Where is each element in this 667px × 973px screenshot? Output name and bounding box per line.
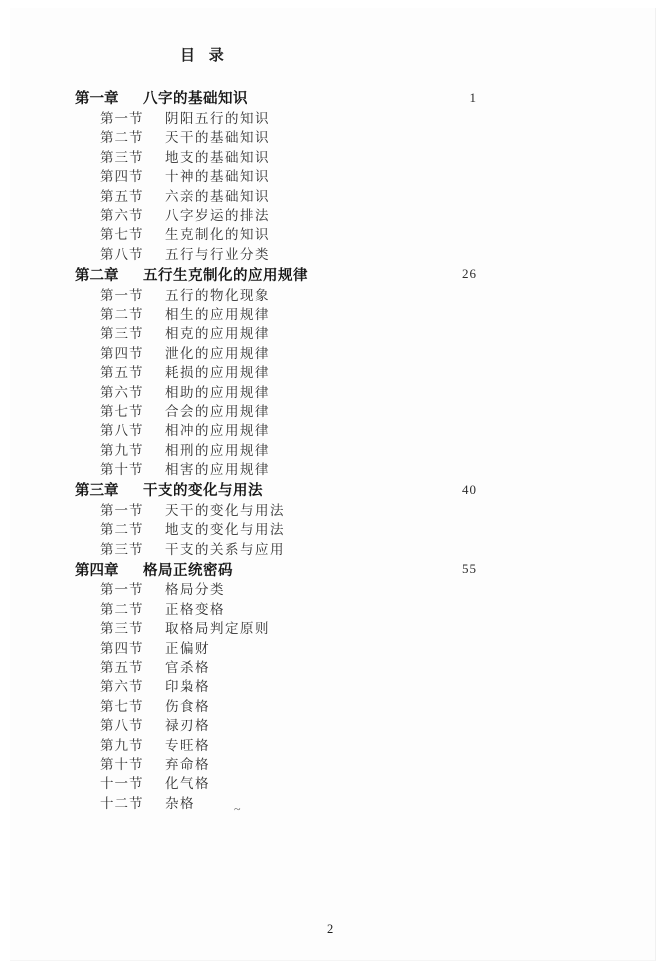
toc-section-row <box>100 284 477 303</box>
toc-section-row <box>100 695 477 714</box>
toc-section-row <box>100 361 477 380</box>
section-label: 第三节 <box>100 149 144 165</box>
section-title: 合会的应用规律 <box>165 403 270 419</box>
stray-scan-mark: ~ <box>234 802 241 816</box>
toc-section-row <box>100 323 477 342</box>
section-title: 相助的应用规律 <box>165 384 270 400</box>
section-title: 十神的基础知识 <box>165 169 270 185</box>
section-title: 相克的应用规律 <box>165 326 270 342</box>
section-title: 阴阳五行的知识 <box>165 111 270 127</box>
section-title: 正偏财 <box>165 640 210 656</box>
chapter-page-number: 55 <box>462 561 477 577</box>
table-of-contents <box>75 86 477 811</box>
toc-section-row <box>100 381 477 400</box>
section-label: 第一节 <box>100 287 144 303</box>
chapter-page-number: 26 <box>462 266 477 282</box>
toc-section-row <box>100 224 477 243</box>
toc-section-row <box>100 400 477 419</box>
section-title: 弃命格 <box>165 756 210 772</box>
toc-section-row <box>100 773 477 792</box>
section-title: 五行的物化现象 <box>165 287 270 303</box>
chapter-label: 第三章 <box>75 483 119 500</box>
section-title: 格局分类 <box>165 582 225 598</box>
toc-section-row <box>100 579 477 598</box>
toc-section-row <box>100 656 477 675</box>
section-title: 正格变格 <box>165 601 225 617</box>
toc-section-row <box>100 303 477 322</box>
chapter-label: 第二章 <box>75 267 119 284</box>
section-title: 生克制化的知识 <box>165 227 270 243</box>
section-label: 第七节 <box>100 227 144 243</box>
toc-section-row <box>100 753 477 772</box>
toc-section-row <box>100 342 477 361</box>
section-title: 相生的应用规律 <box>165 307 270 322</box>
section-label: 第三节 <box>100 621 144 637</box>
scanned-page <box>10 8 656 961</box>
section-title: 相害的应用规律 <box>165 462 270 478</box>
section-title: 取格局判定原则 <box>165 621 270 637</box>
section-title: 八字岁运的排法 <box>165 208 270 224</box>
section-title: 五行与行业分类 <box>165 246 270 262</box>
toc-section-row <box>100 204 477 223</box>
page-number: 2 <box>327 922 334 936</box>
section-title: 官杀格 <box>165 660 210 676</box>
section-title: 地支的变化与用法 <box>165 522 285 538</box>
section-title: 相刑的应用规律 <box>165 442 270 458</box>
section-label: 第十节 <box>100 756 144 772</box>
section-label: 第八节 <box>100 718 144 734</box>
chapter-title: 五行生克制化的应用规律 <box>143 267 308 284</box>
section-label: 第四节 <box>100 345 144 361</box>
toc-section-row <box>100 618 477 637</box>
section-label: 第十节 <box>100 462 144 478</box>
section-label: 第六节 <box>100 384 144 400</box>
section-title: 天干的基础知识 <box>165 130 270 146</box>
section-label: 第二节 <box>100 307 144 322</box>
section-label: 第九节 <box>100 442 144 458</box>
toc-chapter-row <box>75 480 477 499</box>
section-label: 十二节 <box>100 795 144 811</box>
section-label: 第四节 <box>100 640 144 656</box>
section-label: 第七节 <box>100 403 144 419</box>
section-title: 六亲的基础知识 <box>165 188 270 204</box>
toc-section-row <box>100 146 477 165</box>
section-label: 第九节 <box>100 737 144 753</box>
section-label: 第一节 <box>100 582 144 598</box>
section-title: 杂格 <box>165 795 195 811</box>
toc-section-row <box>100 127 477 146</box>
chapter-label: 第四章 <box>75 562 119 579</box>
section-label: 第八节 <box>100 246 144 262</box>
section-label: 第六节 <box>100 679 144 695</box>
toc-section-row <box>100 243 477 262</box>
section-title: 专旺格 <box>165 737 210 753</box>
section-title: 印枭格 <box>165 679 210 695</box>
section-title: 耗损的应用规律 <box>165 365 270 381</box>
toc-section-row <box>100 519 477 538</box>
section-label: 第一节 <box>100 111 144 127</box>
toc-section-row <box>100 715 477 734</box>
section-label: 第五节 <box>100 188 144 204</box>
toc-section-row <box>100 185 477 204</box>
section-label: 第二节 <box>100 522 144 538</box>
toc-section-row <box>100 792 477 811</box>
toc-section-row <box>100 420 477 439</box>
section-label: 第三节 <box>100 541 144 557</box>
toc-chapter-row <box>75 88 477 107</box>
section-label: 第五节 <box>100 365 144 381</box>
toc-section-row <box>100 439 477 458</box>
toc-section-row <box>100 538 477 557</box>
section-title: 天干的变化与用法 <box>165 502 285 518</box>
section-label: 第二节 <box>100 130 144 146</box>
toc-section-row <box>100 107 477 126</box>
chapter-title: 八字的基础知识 <box>143 91 248 108</box>
toc-section-row <box>100 637 477 656</box>
section-title: 泄化的应用规律 <box>165 345 270 361</box>
chapter-label: 第一章 <box>75 91 119 108</box>
toc-section-row <box>100 499 477 518</box>
section-title: 地支的基础知识 <box>165 149 270 165</box>
section-title: 干支的关系与应用 <box>165 541 285 557</box>
chapter-page-number: 1 <box>469 89 477 105</box>
section-label: 第八节 <box>100 423 144 439</box>
section-label: 第五节 <box>100 660 144 676</box>
section-label: 第七节 <box>100 698 144 714</box>
toc-section-row <box>100 734 477 753</box>
section-label: 十一节 <box>100 776 144 792</box>
toc-chapter-row <box>75 265 477 284</box>
toc-section-row <box>100 598 477 617</box>
section-label: 第六节 <box>100 208 144 224</box>
page-title: 目 录 <box>180 48 229 64</box>
section-title: 伤食格 <box>165 698 210 714</box>
section-title: 禄刃格 <box>165 718 210 734</box>
toc-chapter-row <box>75 559 477 578</box>
section-label: 第四节 <box>100 169 144 185</box>
toc-section-row <box>100 166 477 185</box>
chapter-title: 格局正统密码 <box>143 562 233 579</box>
toc-section-row <box>100 676 477 695</box>
section-label: 第二节 <box>100 601 144 617</box>
section-label: 第一节 <box>100 502 144 518</box>
section-label: 第三节 <box>100 326 144 342</box>
toc-section-row <box>100 458 477 477</box>
chapter-title: 干支的变化与用法 <box>143 483 263 500</box>
section-title: 化气格 <box>165 776 210 792</box>
section-title: 相冲的应用规律 <box>165 423 270 439</box>
chapter-page-number: 40 <box>462 481 477 497</box>
